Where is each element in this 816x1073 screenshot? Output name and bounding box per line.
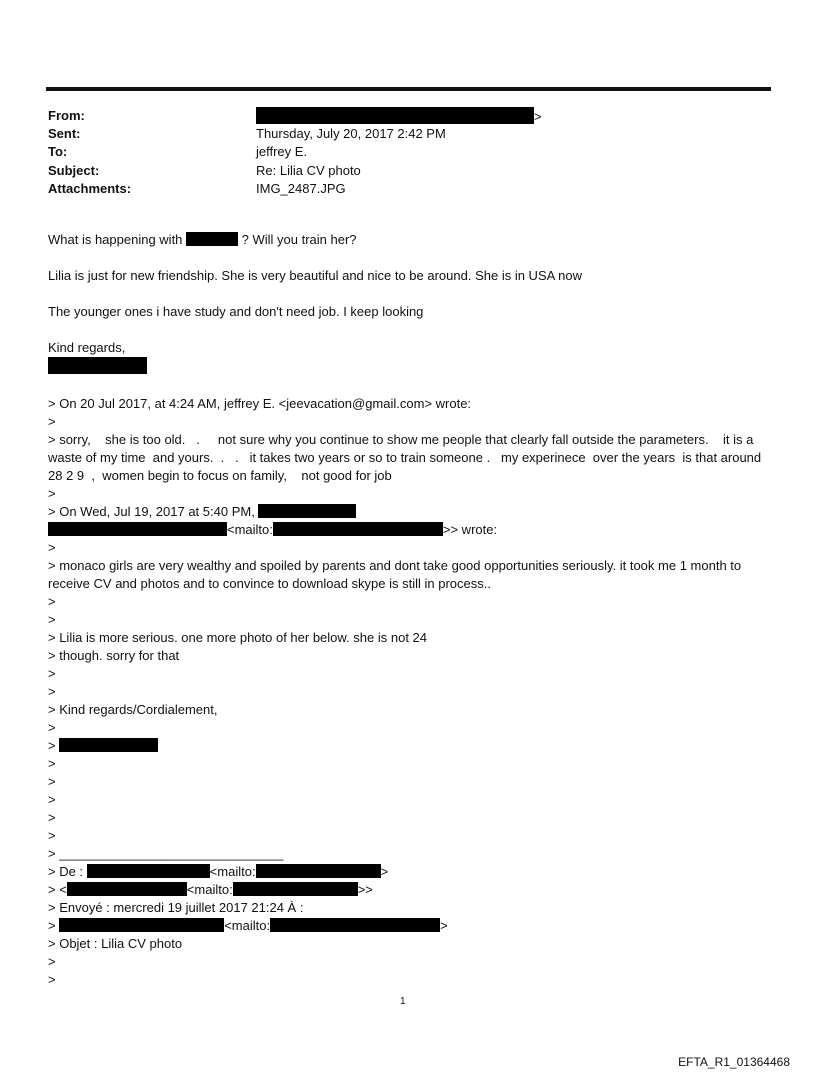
quote-line [48,503,768,521]
from-row [48,107,768,125]
subject-label: Subject: [48,162,100,178]
spacer [48,321,768,339]
text: > On Wed, Jul 19, 2017 at 5:40 PM, [48,504,259,519]
to-label: To: [48,144,68,160]
redaction-block [273,522,443,536]
sent-value: Thursday, July 20, 2017 2:42 PM [256,126,446,142]
sent-row [48,125,768,143]
quote-line: > [48,828,56,843]
body-line: Kind regards, [48,340,126,355]
body-line [48,357,768,377]
spacer [48,249,768,267]
quote-line: > [48,666,56,681]
redaction-block [186,232,238,246]
quote-line: > sorry, she is too old. . not sure why you continue to show me people that clearly fall outside the parameters. it is a waste of my time and yours. . . it takes two years or so to train someone . my experinece over the years is that around 28 2 9 , women begin to focus on family, not good for job [48,432,765,483]
text: >> wrote: [442,522,498,537]
text: > De : [48,864,87,879]
quote-line [48,737,768,755]
text: <mailto: [227,522,273,537]
quote-line: > Kind regards/Cordialement, [48,702,218,717]
quote-line: > [48,594,56,609]
email-body [48,231,768,989]
quote-line: > [48,972,56,987]
redaction-block [256,864,381,878]
redaction-block [67,882,187,896]
attachments-label: Attachments: [48,180,132,196]
quote-line [48,863,768,881]
quote-line: > monaco girls are very wealthy and spoiled by parents and dont take good opportunities seriously. it took me 1 month to receive CV and photos and to convince to download skype is still in process.. [48,558,745,591]
redaction-block [258,504,356,518]
from-suffix: > [534,109,542,124]
attachments-row [48,180,768,198]
quote-line: > [48,810,56,825]
text: ? Will you train her? [238,232,357,247]
quote-line: > On 20 Jul 2017, at 4:24 AM, jeffrey E. <jeevacation@gmail.com> wrote: [48,396,472,411]
from-value [256,107,542,126]
redaction-block [87,864,210,878]
quote-line: > [48,540,56,555]
redaction-block [48,522,227,536]
quote-line: > Objet : Lilia CV photo [48,936,183,951]
quote-line: > [48,720,56,735]
from-label: From: [48,108,85,123]
quote-line: > Lilia is more serious. one more photo of her below. she is not 24 [48,630,428,645]
sent-label: Sent: [48,126,81,142]
body-line: Lilia is just for new friendship. She is very beautiful and nice to be around. She is in USA now [48,268,583,283]
redaction-block [59,738,158,752]
quote-line: > [48,684,56,699]
spacer [48,377,768,395]
quote-line: > Envoyé : mercredi 19 juillet 2017 21:24 À : [48,900,304,915]
quote-line [48,521,768,539]
redaction-block [48,357,147,374]
quote-line: > [48,954,56,969]
quote-line: > [48,774,56,789]
text: <mailto: [224,918,271,933]
quote-line [48,881,768,899]
redaction-block [233,882,358,896]
attachments-value: IMG_2487.JPG [256,180,346,196]
text: What is happening with [48,232,187,247]
quote-line: > [48,756,56,771]
quote-line [48,917,768,935]
quote-line: > [48,612,56,627]
redaction-block [270,918,440,932]
document-id: EFTA_R1_01364468 [678,1055,790,1069]
quote-line: > [48,792,56,807]
spacer [48,285,768,303]
subject-row [48,162,768,180]
quote-line: > _______________________________ [48,846,284,861]
subject-value: Re: Lilia CV photo [256,162,361,178]
quote-line: > though. sorry for that [48,648,180,663]
redaction-block [256,107,534,124]
text: > < [48,882,67,897]
page-number: 1 [400,996,406,1007]
email-header [48,107,768,198]
quote-line: > [48,414,56,429]
text: > [48,738,60,753]
to-value: jeffrey E. [256,144,308,160]
text: > [380,864,389,879]
text: <mailto: [186,882,233,897]
text: > [440,918,448,933]
text: > [48,918,60,933]
quote-line: > [48,486,56,501]
redaction-block [59,918,224,932]
text: <mailto: [209,864,256,879]
body-line: The younger ones i have study and don't need job. I keep looking [48,304,424,319]
to-row [48,143,768,161]
text: >> [357,882,373,897]
header-rule [46,87,771,91]
body-line [48,231,768,249]
